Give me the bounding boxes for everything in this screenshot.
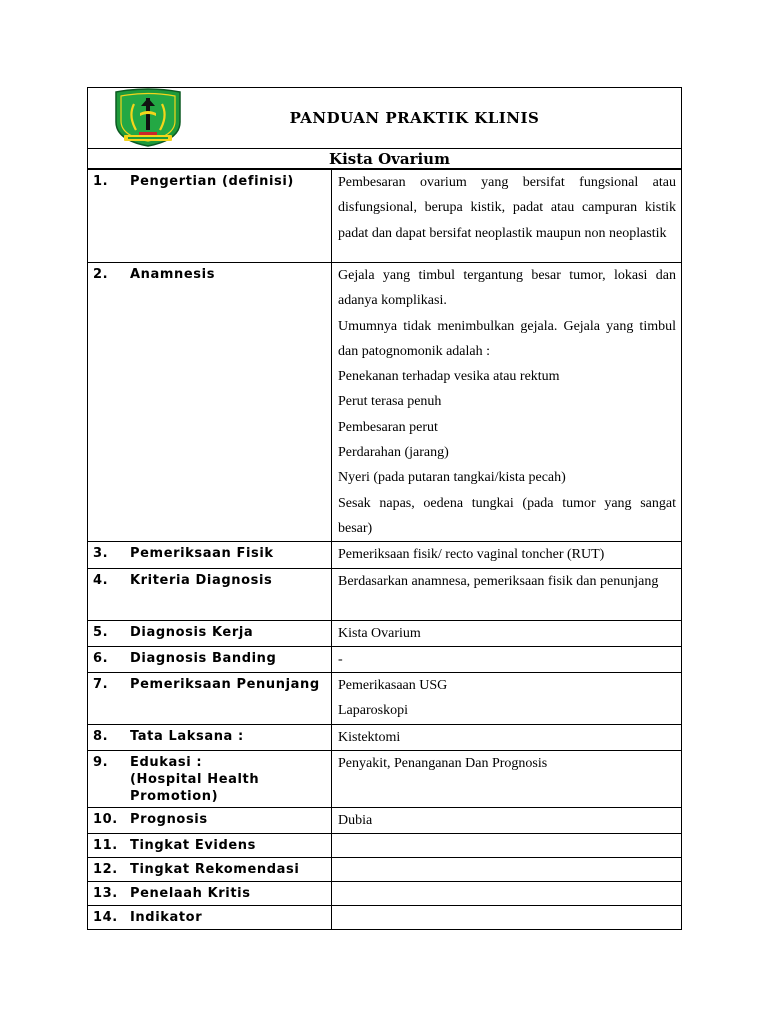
row-content-cell	[332, 673, 682, 725]
row-content-text: Dubia	[338, 813, 373, 829]
row-label-text: Prognosis	[130, 812, 208, 828]
shield-emblem-icon	[110, 88, 186, 148]
row-content-text: Pembesaran perut	[338, 419, 438, 435]
row-label-cell	[88, 808, 332, 834]
guideline-table	[87, 169, 682, 930]
row-label	[130, 572, 331, 589]
row-content-text: Umumnya tidak menimbulkan gejala. Gejala yang timbul dan patognomonik adalah :	[338, 318, 676, 359]
row-number: 3.	[93, 546, 109, 562]
row-label	[130, 624, 331, 641]
row-number: 11.	[93, 838, 118, 854]
row-content-cell	[332, 882, 682, 906]
row-content-cell	[332, 906, 682, 930]
row-number: 1.	[93, 174, 109, 189]
row-content-text: Sesak napas, oedena tungkai (pada tumor yang sangat besar)	[338, 495, 676, 536]
row-label	[130, 173, 331, 190]
row-content-text: Penyakit, Penanganan Dan Prognosis	[338, 756, 548, 772]
row-content-cell	[332, 542, 682, 568]
row-number: 9.	[93, 755, 109, 771]
row-number: 12.	[93, 862, 118, 878]
row-content-text: Penekanan terhadap vesika atau rektum	[338, 369, 560, 385]
row-label-text: Tingkat Rekomendasi	[130, 862, 300, 878]
clinical-guideline-sheet	[87, 87, 682, 930]
table-row	[88, 858, 682, 882]
table-row	[88, 834, 682, 858]
row-number: 13.	[93, 886, 118, 902]
regency-emblem-logo	[88, 88, 208, 148]
table-row	[88, 568, 682, 620]
row-label	[130, 837, 331, 854]
topic-title: Kista Ovarium	[87, 149, 682, 169]
row-content-text: Perut terasa penuh	[338, 394, 442, 410]
row-label-text: Diagnosis Banding	[130, 650, 277, 666]
row-label	[130, 754, 331, 805]
row-content-cell	[332, 858, 682, 882]
table-row	[88, 170, 682, 263]
row-label-cell	[88, 542, 332, 568]
row-label-line: (Hospital Health	[130, 772, 260, 788]
row-content-cell	[332, 263, 682, 542]
row-content-text: Pemerikasaan USG	[338, 678, 448, 694]
row-label	[130, 728, 331, 745]
row-label-text: Indikator	[130, 910, 203, 926]
row-label-text: Tingkat Evidens	[130, 838, 256, 854]
row-label	[130, 545, 331, 562]
row-content-cell	[332, 620, 682, 646]
row-label-text: Tata Laksana :	[130, 728, 244, 744]
table-row	[88, 646, 682, 672]
row-number: 7.	[93, 677, 109, 693]
row-content-text: Pembesaran ovarium yang bersifat fungsional atau disfungsional, berupa kistik, padat atau campuran kistik padat dan dapat bersifat neoplastik maupun non neoplastik	[338, 175, 676, 241]
table-row	[88, 620, 682, 646]
row-label-cell	[88, 568, 332, 620]
row-label-cell	[88, 170, 332, 263]
row-label-cell	[88, 263, 332, 542]
row-number: 14.	[93, 910, 118, 926]
row-label-text: Pengertian (definisi)	[130, 174, 294, 189]
row-label-cell	[88, 834, 332, 858]
row-number: 10.	[93, 812, 118, 828]
row-label-text: Penelaah Kritis	[130, 886, 251, 902]
row-label-text: Pemeriksaan Penunjang	[130, 677, 320, 693]
row-label-text: Pemeriksaan Fisik	[130, 546, 274, 562]
table-row	[88, 751, 682, 808]
row-number: 5.	[93, 624, 109, 640]
row-number: 4.	[93, 572, 109, 588]
row-number: 6.	[93, 650, 109, 666]
row-content-text: Kistektomi	[338, 729, 401, 745]
row-label-text: Edukasi :	[130, 755, 203, 771]
row-content-text: Laparoskopi	[338, 703, 408, 719]
row-label-text: Anamnesis	[130, 267, 216, 282]
table-row	[88, 906, 682, 930]
row-label-cell	[88, 620, 332, 646]
table-row	[88, 724, 682, 750]
row-label	[130, 861, 331, 878]
row-content-cell	[332, 170, 682, 263]
row-label	[130, 676, 331, 693]
row-content-cell	[332, 834, 682, 858]
table-row	[88, 808, 682, 834]
row-content-cell	[332, 646, 682, 672]
table-row	[88, 882, 682, 906]
row-label-text: Kriteria Diagnosis	[130, 572, 273, 588]
row-content-text: -	[338, 651, 343, 667]
row-label	[130, 909, 331, 926]
row-content-text: Gejala yang timbul tergantung besar tumor, lokasi dan adanya komplikasi.	[338, 268, 676, 309]
row-label	[130, 650, 331, 667]
table-row	[88, 542, 682, 568]
row-content-text: Kista Ovarium	[338, 625, 421, 641]
row-label-cell	[88, 751, 332, 808]
row-label	[130, 266, 331, 283]
row-label	[130, 885, 331, 902]
row-label	[130, 811, 331, 828]
row-content-text: Perdarahan (jarang)	[338, 445, 449, 461]
document-title: PANDUAN PRAKTIK KLINIS	[289, 109, 540, 127]
row-label-text: Diagnosis Kerja	[130, 624, 254, 640]
row-label-cell	[88, 724, 332, 750]
row-content-text: Pemeriksaan fisik/ recto vaginal toncher (RUT)	[338, 547, 605, 563]
row-label-cell	[88, 673, 332, 725]
row-content-cell	[332, 751, 682, 808]
row-number: 8.	[93, 728, 109, 744]
row-label-cell	[88, 906, 332, 930]
row-content-text: Berdasarkan anamnesa, pemeriksaan fisik dan penunjang	[338, 573, 659, 589]
row-label-cell	[88, 858, 332, 882]
row-number: 2.	[93, 267, 109, 282]
row-content-text: Nyeri (pada putaran tangkai/kista pecah)	[338, 470, 566, 486]
table-row	[88, 263, 682, 542]
row-content-cell	[332, 724, 682, 750]
row-label-line: Promotion)	[130, 789, 219, 805]
row-content-cell	[332, 568, 682, 620]
table-row	[88, 673, 682, 725]
row-label-cell	[88, 882, 332, 906]
document-header	[87, 87, 682, 149]
row-label-cell	[88, 646, 332, 672]
row-content-cell	[332, 808, 682, 834]
